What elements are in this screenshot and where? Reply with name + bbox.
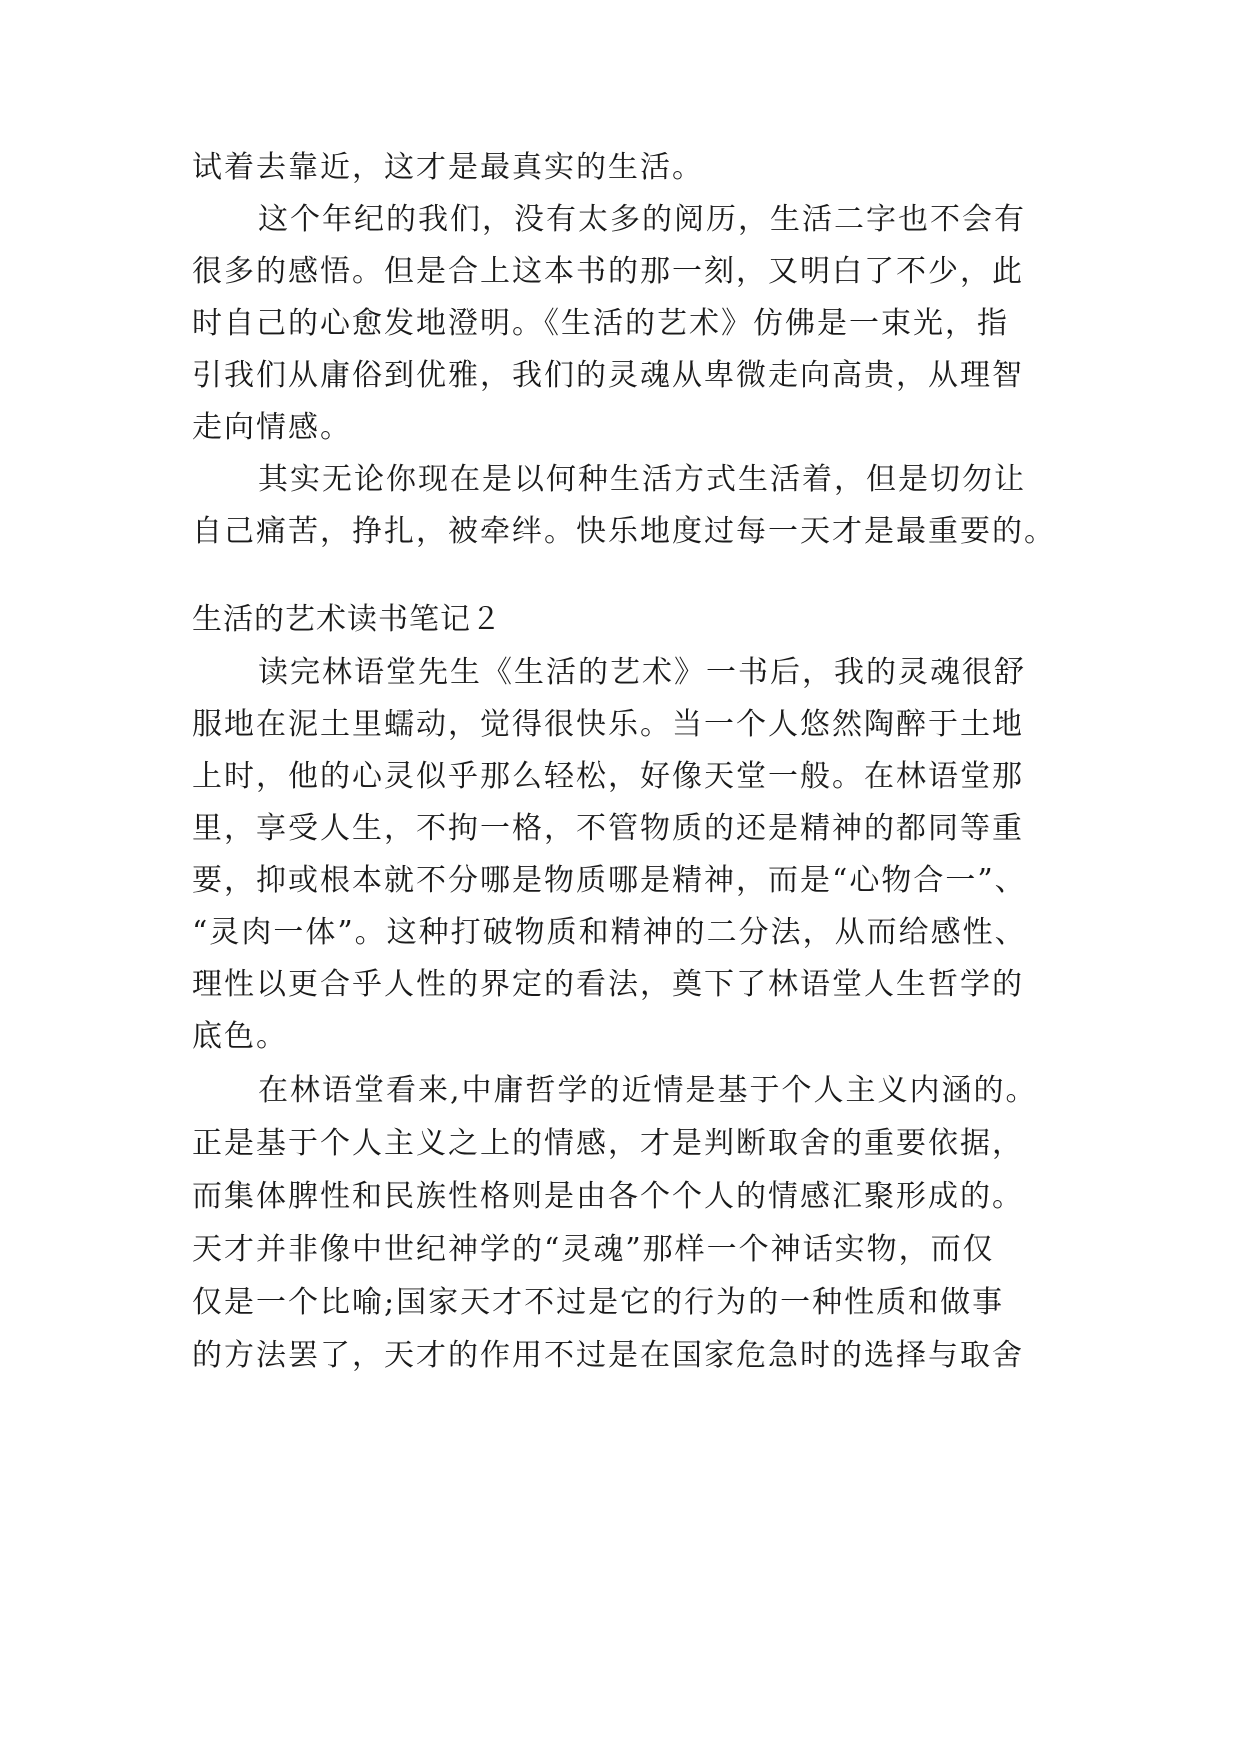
paragraph-line: 时自己的心愈发地澄明。《生活的艺术》仿佛是一束光，指 <box>192 306 1009 341</box>
paragraph-line: 很多的感悟。但是合上这本书的那一刻，又明白了不少，此 <box>192 254 1024 289</box>
paragraph-line: 这个年纪的我们，没有太多的阅历，生活二字也不会有 <box>258 202 1026 237</box>
paragraph-line: 底色。 <box>192 1019 288 1054</box>
paragraph-line: 天才并非像中世纪神学的“灵魂”那样一个神话实物，而仅 <box>192 1232 995 1267</box>
section-heading: 生活的艺术读书笔记２ <box>192 602 502 637</box>
paragraph-line: 仅是一个比喻;国家天才不过是它的行为的一种性质和做事 <box>192 1285 1005 1320</box>
paragraph-line: 上时，他的心灵似乎那么轻松，好像天堂一般。在林语堂那 <box>192 759 1024 794</box>
paragraph-line: “灵肉一体”。这种打破物质和精神的二分法，从而给感性、 <box>192 915 1027 950</box>
paragraph-line: 的方法罢了，天才的作用不过是在国家危急时的选择与取舍 <box>192 1338 1024 1373</box>
paragraph-line: 在林语堂看来,中庸哲学的近情是基于个人主义内涵的。 <box>258 1073 1038 1108</box>
paragraph-line: 其实无论你现在是以何种生活方式生活着，但是切勿让 <box>258 462 1026 497</box>
paragraph-line: 理性以更合乎人性的界定的看法，奠下了林语堂人生哲学的 <box>192 967 1024 1002</box>
paragraph-line: 试着去靠近，这才是最真实的生活。 <box>192 150 704 185</box>
paragraph-line: 正是基于个人主义之上的情感，才是判断取舍的重要依据， <box>192 1126 1024 1161</box>
paragraph-line: 要，抑或根本就不分哪是物质哪是精神，而是“心物合一”、 <box>192 863 1027 898</box>
paragraph-line: 而集体脾性和民族性格则是由各个个人的情感汇聚形成的。 <box>192 1179 1024 1214</box>
paragraph-line: 自己痛苦，挣扎，被牵绊。快乐地度过每一天才是最重要的。 <box>192 514 1056 549</box>
paragraph-line: 服地在泥土里蠕动，觉得很快乐。当一个人悠然陶醉于土地 <box>192 707 1024 742</box>
paragraph-line: 走向情感。 <box>192 410 352 445</box>
paragraph-line: 引我们从庸俗到优雅，我们的灵魂从卑微走向高贵，从理智 <box>192 358 1024 393</box>
paragraph-line: 读完林语堂先生《生活的艺术》一书后，我的灵魂很舒 <box>258 655 1026 690</box>
paragraph-line: 里，享受人生，不拘一格，不管物质的还是精神的都同等重 <box>192 811 1024 846</box>
